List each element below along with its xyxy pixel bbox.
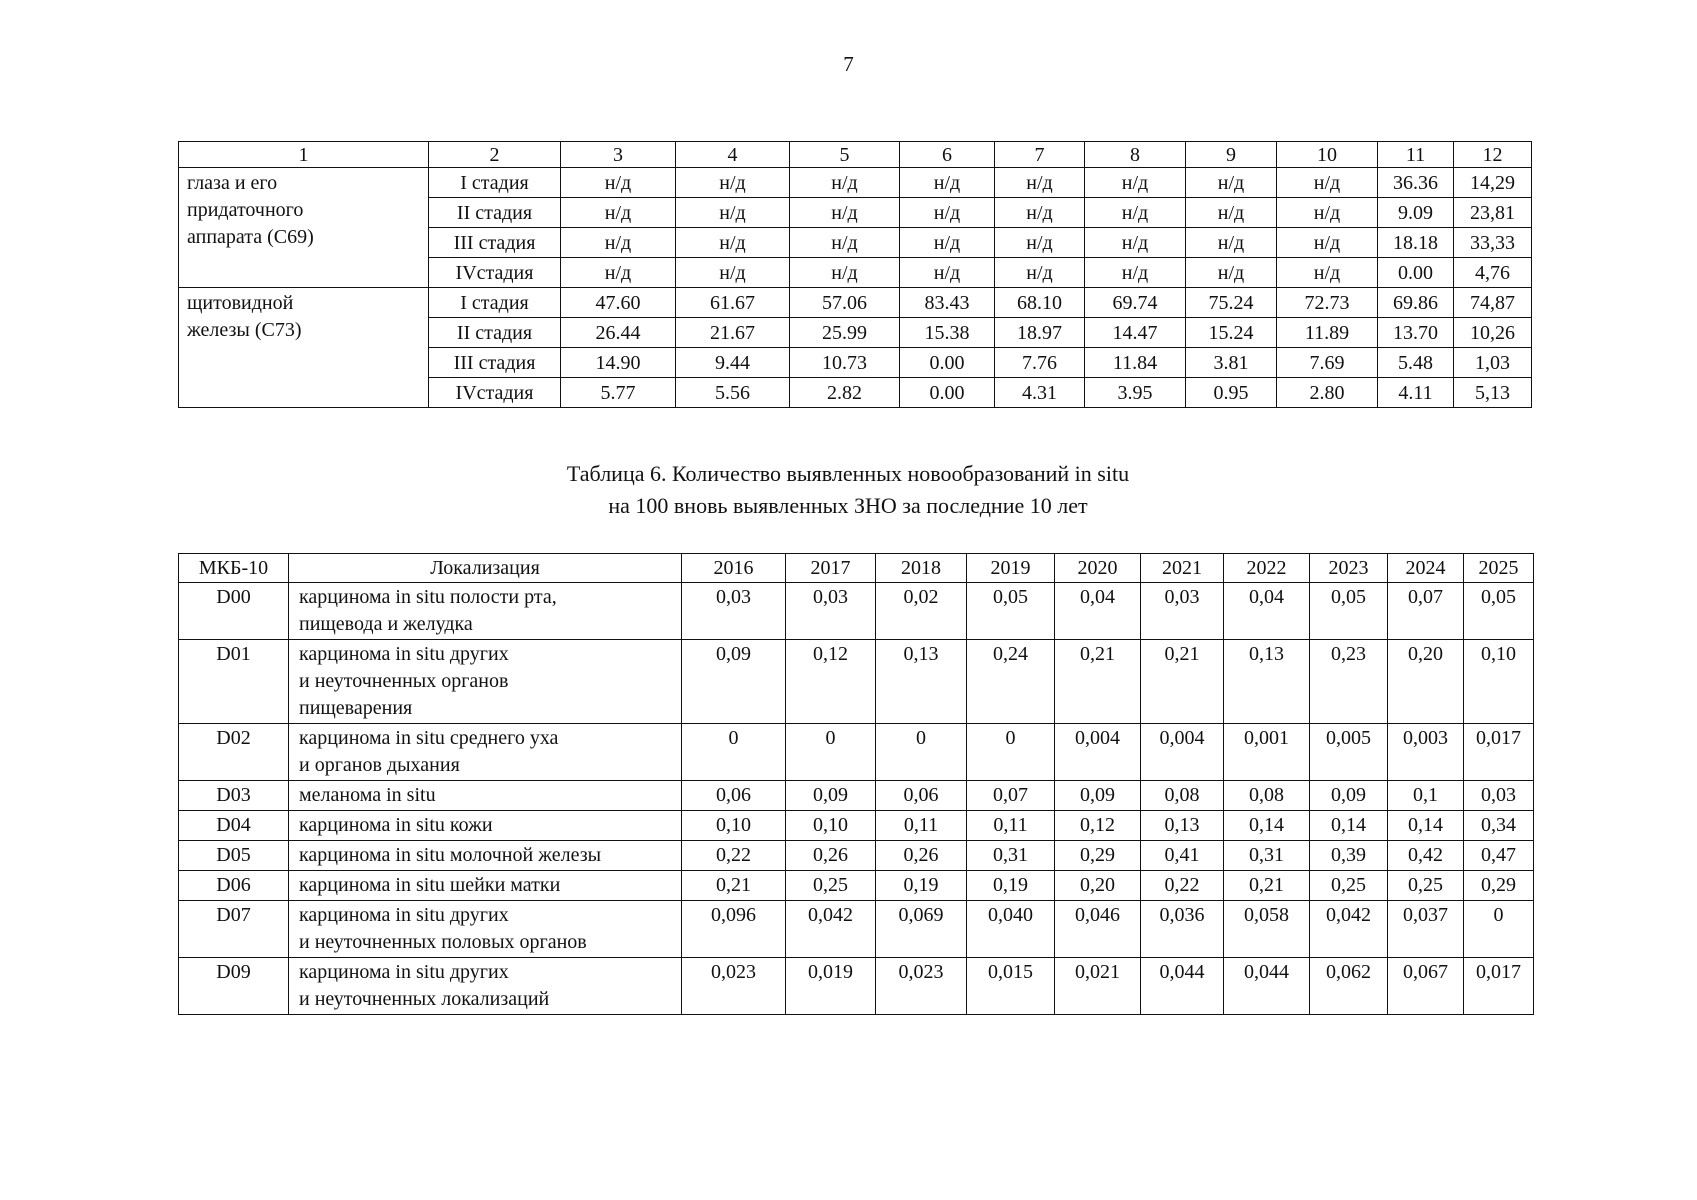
- year-value-cell: 0,13: [1141, 811, 1224, 841]
- year-value-cell: 0,019: [786, 958, 876, 1015]
- stage-header-cell: 12: [1454, 142, 1532, 168]
- year-value-cell: 0,001: [1224, 724, 1310, 781]
- stage-value-cell: н/д: [1186, 198, 1277, 228]
- icd-code-cell: D01: [179, 640, 289, 724]
- location-line: железы (С73): [187, 319, 302, 341]
- location-line: и неуточненных органов: [299, 670, 509, 692]
- year-value-cell: 0,39: [1310, 841, 1388, 871]
- stage-header-cell: 1: [179, 142, 429, 168]
- year-value-cell: 0,26: [876, 841, 967, 871]
- stage-value-cell: 83.43: [900, 288, 995, 318]
- stage-value-cell: н/д: [1277, 168, 1378, 198]
- stage-value-cell: 57.06: [790, 288, 900, 318]
- year-value-cell: 0,09: [1310, 781, 1388, 811]
- year-value-cell: 0,11: [967, 811, 1055, 841]
- year-value-cell: 0,10: [1464, 640, 1534, 724]
- insitu-table-row: [179, 811, 1534, 841]
- year-value-cell: 0,25: [786, 871, 876, 901]
- stage-value-cell: н/д: [790, 168, 900, 198]
- header-location: Локализация: [289, 554, 682, 583]
- year-value-cell: 0,03: [682, 583, 786, 640]
- year-value-cell: 0,017: [1464, 958, 1534, 1015]
- stage-value-cell: 74,87: [1454, 288, 1532, 318]
- stage-value-cell: 0.00: [900, 348, 995, 378]
- location-line: карцинома in situ других: [299, 643, 509, 665]
- location-cell: [289, 958, 682, 1015]
- location-line: пищевода и желудка: [299, 613, 473, 635]
- stage-value-cell: 25.99: [790, 318, 900, 348]
- stage-value-cell: 14,29: [1454, 168, 1532, 198]
- year-value-cell: 0,14: [1388, 811, 1464, 841]
- year-value-cell: 0,08: [1141, 781, 1224, 811]
- year-value-cell: 0,22: [1141, 871, 1224, 901]
- stage-value-cell: 0.00: [1378, 258, 1454, 288]
- location-line: пищеварения: [299, 697, 413, 719]
- location-line: и неуточненных половых органов: [299, 931, 587, 953]
- header-year: 2019: [967, 554, 1055, 583]
- stage-distribution-table: [178, 141, 1532, 408]
- header-year: 2016: [682, 554, 786, 583]
- header-year: 2025: [1464, 554, 1534, 583]
- year-value-cell: 0,24: [967, 640, 1055, 724]
- stage-value-cell: 9.44: [676, 348, 790, 378]
- year-value-cell: 0,069: [876, 901, 967, 958]
- location-line: меланома in situ: [299, 784, 436, 806]
- location-cell: [179, 288, 429, 408]
- stage-value-cell: 18.18: [1378, 228, 1454, 258]
- stage-value-cell: н/д: [1186, 228, 1277, 258]
- stage-value-cell: 9.09: [1378, 198, 1454, 228]
- year-value-cell: 0,10: [786, 811, 876, 841]
- year-value-cell: 0,05: [1310, 583, 1388, 640]
- year-value-cell: 0,22: [682, 841, 786, 871]
- location-line: карцинома in situ среднего уха: [299, 727, 559, 749]
- header-year: 2022: [1224, 554, 1310, 583]
- year-value-cell: 0,096: [682, 901, 786, 958]
- year-value-cell: 0,09: [682, 640, 786, 724]
- year-value-cell: 0: [682, 724, 786, 781]
- location-cell: [289, 781, 682, 811]
- location-line: придаточного: [187, 199, 304, 221]
- stage-value-cell: н/д: [900, 168, 995, 198]
- stage-value-cell: н/д: [900, 198, 995, 228]
- year-value-cell: 0,21: [1055, 640, 1141, 724]
- year-value-cell: 0: [786, 724, 876, 781]
- stage-value-cell: н/д: [995, 198, 1085, 228]
- year-value-cell: 0,14: [1310, 811, 1388, 841]
- location-line: карцинома in situ молочной железы: [299, 844, 602, 866]
- location-cell: [289, 724, 682, 781]
- year-value-cell: 0,23: [1310, 640, 1388, 724]
- year-value-cell: 0,25: [1310, 871, 1388, 901]
- stage-header-cell: 4: [676, 142, 790, 168]
- insitu-table-row: [179, 901, 1534, 958]
- insitu-table-row: [179, 958, 1534, 1015]
- year-value-cell: 0,21: [1224, 871, 1310, 901]
- year-value-cell: 0,20: [1388, 640, 1464, 724]
- stage-header-cell: 9: [1186, 142, 1277, 168]
- stage-header-cell: 8: [1085, 142, 1186, 168]
- year-value-cell: 0,07: [1388, 583, 1464, 640]
- stage-value-cell: 11.84: [1085, 348, 1186, 378]
- stage-value-cell: 14.47: [1085, 318, 1186, 348]
- year-value-cell: 0,004: [1055, 724, 1141, 781]
- stage-value-cell: 7.69: [1277, 348, 1378, 378]
- stage-header-cell: 3: [561, 142, 676, 168]
- year-value-cell: 0,062: [1310, 958, 1388, 1015]
- location-line: карцинома in situ других: [299, 904, 509, 926]
- stage-table-row: [179, 288, 1532, 318]
- location-line: карцинома in situ других: [299, 961, 509, 983]
- stage-value-cell: 7.76: [995, 348, 1085, 378]
- stage-value-cell: 0.00: [900, 378, 995, 408]
- stage-table-header-row: [179, 142, 1532, 168]
- location-line: и органов дыхания: [299, 754, 460, 776]
- stage-value-cell: н/д: [676, 198, 790, 228]
- stage-header-cell: 7: [995, 142, 1085, 168]
- stage-label: III стадия: [429, 228, 561, 258]
- stage-value-cell: н/д: [1277, 198, 1378, 228]
- stage-value-cell: 33,33: [1454, 228, 1532, 258]
- stage-value-cell: 75.24: [1186, 288, 1277, 318]
- header-year: 2020: [1055, 554, 1141, 583]
- icd-code-cell: D07: [179, 901, 289, 958]
- header-year: 2018: [876, 554, 967, 583]
- stage-value-cell: 10.73: [790, 348, 900, 378]
- year-value-cell: 0,12: [786, 640, 876, 724]
- location-cell: [289, 901, 682, 958]
- header-code: МКБ-10: [179, 554, 289, 583]
- year-value-cell: 0,023: [682, 958, 786, 1015]
- year-value-cell: 0,067: [1388, 958, 1464, 1015]
- year-value-cell: 0,09: [1055, 781, 1141, 811]
- year-value-cell: 0: [1464, 901, 1534, 958]
- stage-value-cell: 69.74: [1085, 288, 1186, 318]
- insitu-table-row: [179, 841, 1534, 871]
- stage-table-row: [179, 168, 1532, 198]
- location-line: щитовидной: [187, 292, 294, 314]
- year-value-cell: 0,05: [1464, 583, 1534, 640]
- location-line: карцинома in situ кожи: [299, 814, 493, 836]
- stage-value-cell: н/д: [561, 198, 676, 228]
- year-value-cell: 0,07: [967, 781, 1055, 811]
- stage-value-cell: н/д: [1277, 258, 1378, 288]
- stage-value-cell: 11.89: [1277, 318, 1378, 348]
- insitu-table-row: [179, 871, 1534, 901]
- stage-value-cell: 23,81: [1454, 198, 1532, 228]
- stage-value-cell: н/д: [1085, 228, 1186, 258]
- year-value-cell: 0,044: [1141, 958, 1224, 1015]
- stage-value-cell: н/д: [1085, 198, 1186, 228]
- year-value-cell: 0,037: [1388, 901, 1464, 958]
- year-value-cell: 0,20: [1055, 871, 1141, 901]
- stage-value-cell: 3.81: [1186, 348, 1277, 378]
- stage-value-cell: н/д: [561, 258, 676, 288]
- year-value-cell: 0,044: [1224, 958, 1310, 1015]
- stage-value-cell: 36.36: [1378, 168, 1454, 198]
- stage-value-cell: н/д: [995, 228, 1085, 258]
- stage-value-cell: 2.82: [790, 378, 900, 408]
- year-value-cell: 0,06: [682, 781, 786, 811]
- stage-value-cell: 69.86: [1378, 288, 1454, 318]
- year-value-cell: 0,005: [1310, 724, 1388, 781]
- stage-value-cell: н/д: [561, 168, 676, 198]
- stage-value-cell: 4,76: [1454, 258, 1532, 288]
- stage-value-cell: 3.95: [1085, 378, 1186, 408]
- icd-code-cell: D09: [179, 958, 289, 1015]
- stage-value-cell: 18.97: [995, 318, 1085, 348]
- stage-value-cell: н/д: [1085, 258, 1186, 288]
- year-value-cell: 0,29: [1055, 841, 1141, 871]
- stage-value-cell: н/д: [995, 168, 1085, 198]
- year-value-cell: 0,26: [786, 841, 876, 871]
- year-value-cell: 0,017: [1464, 724, 1534, 781]
- stage-value-cell: 5.77: [561, 378, 676, 408]
- stage-value-cell: 5,13: [1454, 378, 1532, 408]
- year-value-cell: 0,13: [1224, 640, 1310, 724]
- year-value-cell: 0,21: [682, 871, 786, 901]
- stage-value-cell: 13.70: [1378, 318, 1454, 348]
- year-value-cell: 0,003: [1388, 724, 1464, 781]
- stage-value-cell: н/д: [1186, 168, 1277, 198]
- stage-value-cell: 15.38: [900, 318, 995, 348]
- location-line: карцинома in situ шейки матки: [299, 874, 561, 896]
- year-value-cell: 0,03: [1464, 781, 1534, 811]
- page-number: 7: [843, 52, 854, 76]
- insitu-table-header-row: [179, 554, 1534, 583]
- location-cell: [179, 168, 429, 288]
- year-value-cell: 0,02: [876, 583, 967, 640]
- stage-value-cell: н/д: [790, 228, 900, 258]
- year-value-cell: 0,08: [1224, 781, 1310, 811]
- insitu-table-row: [179, 640, 1534, 724]
- stage-value-cell: 15.24: [1186, 318, 1277, 348]
- stage-value-cell: 47.60: [561, 288, 676, 318]
- year-value-cell: 0,042: [1310, 901, 1388, 958]
- insitu-table-row: [179, 583, 1534, 640]
- icd-code-cell: D02: [179, 724, 289, 781]
- stage-label: IVстадия: [429, 378, 561, 408]
- year-value-cell: 0,023: [876, 958, 967, 1015]
- location-line: карцинома in situ полости рта,: [299, 586, 557, 608]
- stage-value-cell: н/д: [676, 228, 790, 258]
- location-cell: [289, 640, 682, 724]
- year-value-cell: 0,058: [1224, 901, 1310, 958]
- year-value-cell: 0,040: [967, 901, 1055, 958]
- header-year: 2021: [1141, 554, 1224, 583]
- stage-value-cell: н/д: [900, 258, 995, 288]
- year-value-cell: 0,31: [1224, 841, 1310, 871]
- year-value-cell: 0,14: [1224, 811, 1310, 841]
- stage-value-cell: 61.67: [676, 288, 790, 318]
- year-value-cell: 0,042: [786, 901, 876, 958]
- icd-code-cell: D05: [179, 841, 289, 871]
- stage-value-cell: 4.11: [1378, 378, 1454, 408]
- stage-value-cell: н/д: [995, 258, 1085, 288]
- year-value-cell: 0,03: [1141, 583, 1224, 640]
- stage-value-cell: 72.73: [1277, 288, 1378, 318]
- location-cell: [289, 811, 682, 841]
- stage-header-cell: 11: [1378, 142, 1454, 168]
- stage-value-cell: 68.10: [995, 288, 1085, 318]
- year-value-cell: 0,19: [876, 871, 967, 901]
- year-value-cell: 0,34: [1464, 811, 1534, 841]
- stage-value-cell: н/д: [790, 258, 900, 288]
- location-line: глаза и его: [187, 172, 278, 194]
- stage-value-cell: н/д: [676, 168, 790, 198]
- year-value-cell: 0,04: [1224, 583, 1310, 640]
- year-value-cell: 0: [967, 724, 1055, 781]
- year-value-cell: 0,046: [1055, 901, 1141, 958]
- year-value-cell: 0,10: [682, 811, 786, 841]
- year-value-cell: 0,04: [1055, 583, 1141, 640]
- stage-header-cell: 6: [900, 142, 995, 168]
- stage-header-cell: 5: [790, 142, 900, 168]
- icd-code-cell: D03: [179, 781, 289, 811]
- year-value-cell: 0,004: [1141, 724, 1224, 781]
- stage-label: III стадия: [429, 348, 561, 378]
- year-value-cell: 0,25: [1388, 871, 1464, 901]
- icd-code-cell: D06: [179, 871, 289, 901]
- location-line: и неуточненных локализаций: [299, 988, 550, 1010]
- year-value-cell: 0,19: [967, 871, 1055, 901]
- stage-header-cell: 2: [429, 142, 561, 168]
- year-value-cell: 0,1: [1388, 781, 1464, 811]
- stage-value-cell: 5.56: [676, 378, 790, 408]
- year-value-cell: 0,05: [967, 583, 1055, 640]
- year-value-cell: 0: [876, 724, 967, 781]
- insitu-table-row: [179, 724, 1534, 781]
- stage-value-cell: 14.90: [561, 348, 676, 378]
- year-value-cell: 0,015: [967, 958, 1055, 1015]
- year-value-cell: 0,29: [1464, 871, 1534, 901]
- location-cell: [289, 583, 682, 640]
- year-value-cell: 0,21: [1141, 640, 1224, 724]
- stage-value-cell: н/д: [561, 228, 676, 258]
- stage-value-cell: 21.67: [676, 318, 790, 348]
- year-value-cell: 0,021: [1055, 958, 1141, 1015]
- stage-value-cell: н/д: [790, 198, 900, 228]
- year-value-cell: 0,036: [1141, 901, 1224, 958]
- location-line: аппарата (С69): [187, 226, 314, 248]
- location-cell: [289, 871, 682, 901]
- year-value-cell: 0,42: [1388, 841, 1464, 871]
- year-value-cell: 0,06: [876, 781, 967, 811]
- year-value-cell: 0,31: [967, 841, 1055, 871]
- stage-value-cell: 1,03: [1454, 348, 1532, 378]
- stage-label: I стадия: [429, 288, 561, 318]
- stage-value-cell: 0.95: [1186, 378, 1277, 408]
- insitu-neoplasms-table: [178, 553, 1534, 1015]
- stage-value-cell: 26.44: [561, 318, 676, 348]
- stage-value-cell: н/д: [676, 258, 790, 288]
- year-value-cell: 0,47: [1464, 841, 1534, 871]
- stage-value-cell: н/д: [1186, 258, 1277, 288]
- header-year: 2017: [786, 554, 876, 583]
- header-year: 2023: [1310, 554, 1388, 583]
- stage-label: I стадия: [429, 168, 561, 198]
- stage-header-cell: 10: [1277, 142, 1378, 168]
- year-value-cell: 0,13: [876, 640, 967, 724]
- stage-value-cell: н/д: [1085, 168, 1186, 198]
- stage-label: IVстадия: [429, 258, 561, 288]
- icd-code-cell: D00: [179, 583, 289, 640]
- table-caption-line-1: Таблица 6. Количество выявленных новообразований in situ: [566, 461, 1130, 486]
- icd-code-cell: D04: [179, 811, 289, 841]
- year-value-cell: 0,03: [786, 583, 876, 640]
- stage-value-cell: 5.48: [1378, 348, 1454, 378]
- year-value-cell: 0,09: [786, 781, 876, 811]
- stage-value-cell: 10,26: [1454, 318, 1532, 348]
- stage-label: II стадия: [429, 198, 561, 228]
- year-value-cell: 0,41: [1141, 841, 1224, 871]
- header-year: 2024: [1388, 554, 1464, 583]
- stage-value-cell: 4.31: [995, 378, 1085, 408]
- stage-value-cell: 2.80: [1277, 378, 1378, 408]
- table-caption-line-2: на 100 вновь выявленных ЗНО за последние 10 лет: [608, 493, 1088, 518]
- stage-value-cell: н/д: [1277, 228, 1378, 258]
- location-cell: [289, 841, 682, 871]
- insitu-table-row: [179, 781, 1534, 811]
- stage-label: II стадия: [429, 318, 561, 348]
- stage-value-cell: н/д: [900, 228, 995, 258]
- year-value-cell: 0,11: [876, 811, 967, 841]
- table-caption: [0, 458, 1386, 522]
- year-value-cell: 0,12: [1055, 811, 1141, 841]
